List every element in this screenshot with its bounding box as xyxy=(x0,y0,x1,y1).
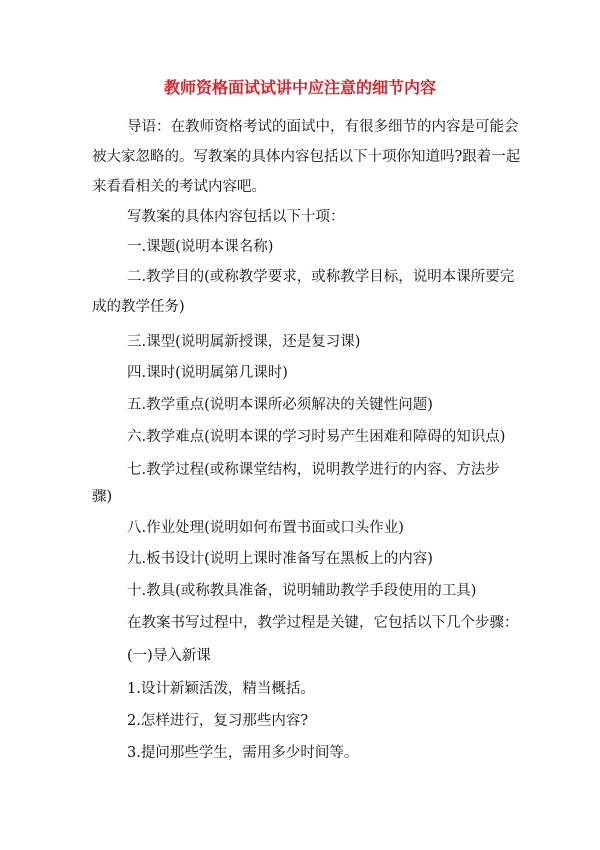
list-item: 二.教学目的(或称教学要求，或称教学目标，说明本课所要完 xyxy=(127,269,515,285)
list-item: 四.课时(说明属第几课时) xyxy=(127,365,288,381)
list-item: 八.作业处理(说明如何布置书面或口头作业) xyxy=(127,520,404,536)
list-item: 三.课型(说明属新授课，还是复习课) xyxy=(127,334,361,350)
intro-line: 来看看相关的考试内容吧。 xyxy=(92,179,266,195)
list-item: 九.板书设计(说明上课时准备写在黑板上的内容) xyxy=(127,551,433,567)
list-item: 一.课题(说明本课名称) xyxy=(127,239,274,255)
intro-line: 导语：在教师资格考试的面试中，有很多细节的内容是可能会 xyxy=(127,119,519,135)
process-intro: 在教案书写过程中，教学过程是关键，它包括以下几个步骤： xyxy=(127,615,519,631)
list-item-continuation: 骤) xyxy=(92,489,113,505)
document-title: 教师资格面试试讲中应注意的细节内容 xyxy=(163,78,436,97)
intro-line: 被大家忽略的。写教案的具体内容包括以下十项你知道吗?跟着一起 xyxy=(92,149,521,165)
list-item-continuation: 成的教学任务) xyxy=(92,299,185,315)
step-item: 2.怎样进行，复习那些内容? xyxy=(127,713,309,729)
step-item: 1.设计新颖活泼，精当概括。 xyxy=(127,681,315,697)
list-item: 五.教学重点(说明本课所必须解决的关键性问题) xyxy=(127,397,433,413)
step-item: 3.提问那些学生，需用多少时间等。 xyxy=(127,745,359,761)
list-item: 七.教学过程(或称课堂结构，说明教学进行的内容、方法步 xyxy=(127,462,500,478)
list-item: 十.教具(或称教具准备，说明辅助教学手段使用的工具) xyxy=(127,583,477,599)
step-heading: (一)导入新课 xyxy=(127,648,211,664)
list-item: 六.教学难点(说明本课的学习时易产生困难和障碍的知识点) xyxy=(127,429,506,445)
section-heading: 写教案的具体内容包括以下十项： xyxy=(127,209,345,225)
